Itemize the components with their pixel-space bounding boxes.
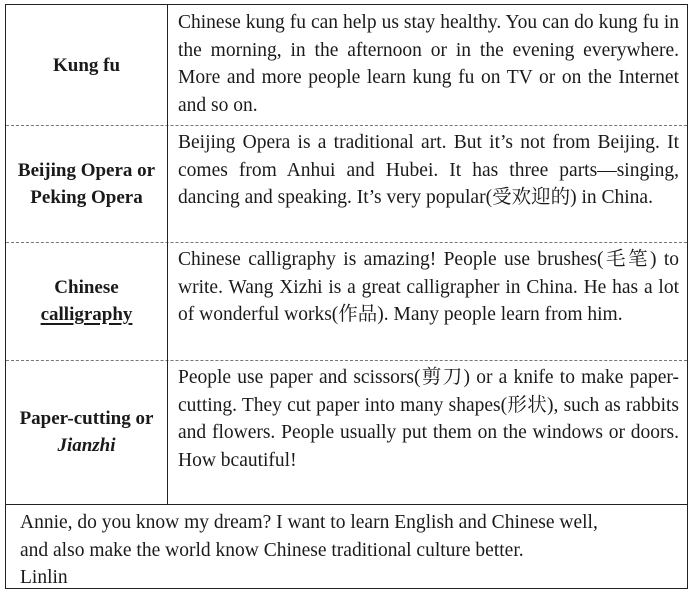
row-title [6, 242, 168, 360]
row-title-line: Peking Opera [30, 186, 143, 208]
row-description: Chinese calligraphy is amazing! People use brushes(毛笔) to write. Wang Xizhi is a great calligrapher in China. He has a lot of wonderful works(作品). Many people learn from him. [178, 249, 679, 325]
row-title-line: Paper-cutting or [19, 408, 154, 429]
row-title-line: Beijing Opera or [17, 159, 156, 181]
row-title-line-underlined: calligraphy [40, 304, 133, 325]
row-title [6, 125, 168, 242]
row-title-line: Chinese [54, 277, 119, 298]
closing-note [6, 504, 687, 592]
row-title-text: Kung fu [52, 54, 121, 76]
row-description: People use paper and scissors(剪刀) or a knife to make paper-cutting. They cut paper into many shapes(形状), such as rabbits and flowers. People usually put them on the windows or doors. How bcautiful! [178, 367, 679, 471]
table-row [6, 360, 687, 504]
note-line: Annie, do you know my dream? I want to learn English and Chinese well, [20, 512, 598, 533]
note-signature: Linlin [20, 567, 68, 588]
row-title-line-italic: Jianzhi [57, 435, 116, 456]
table-row [6, 125, 687, 243]
row-description: Beijing Opera is a traditional art. But it’s not from Beijing. It comes from Anhui and Hubei. It has three parts—singing, dancing and speaking. It’s very popular(受欢迎的) in China. [178, 132, 679, 208]
table-row [6, 5, 687, 126]
note-line: and also make the world know Chinese traditional culture better. [20, 539, 524, 561]
culture-table [5, 4, 688, 589]
row-title [6, 5, 168, 125]
row-description: Chinese kung fu can help us stay healthy. You can do kung fu in the morning, in the afternoon or in the evening everywhere. More and more people learn kung fu on TV or on the Internet and so on. [178, 12, 679, 116]
row-title [6, 360, 168, 504]
table-row [6, 242, 687, 361]
